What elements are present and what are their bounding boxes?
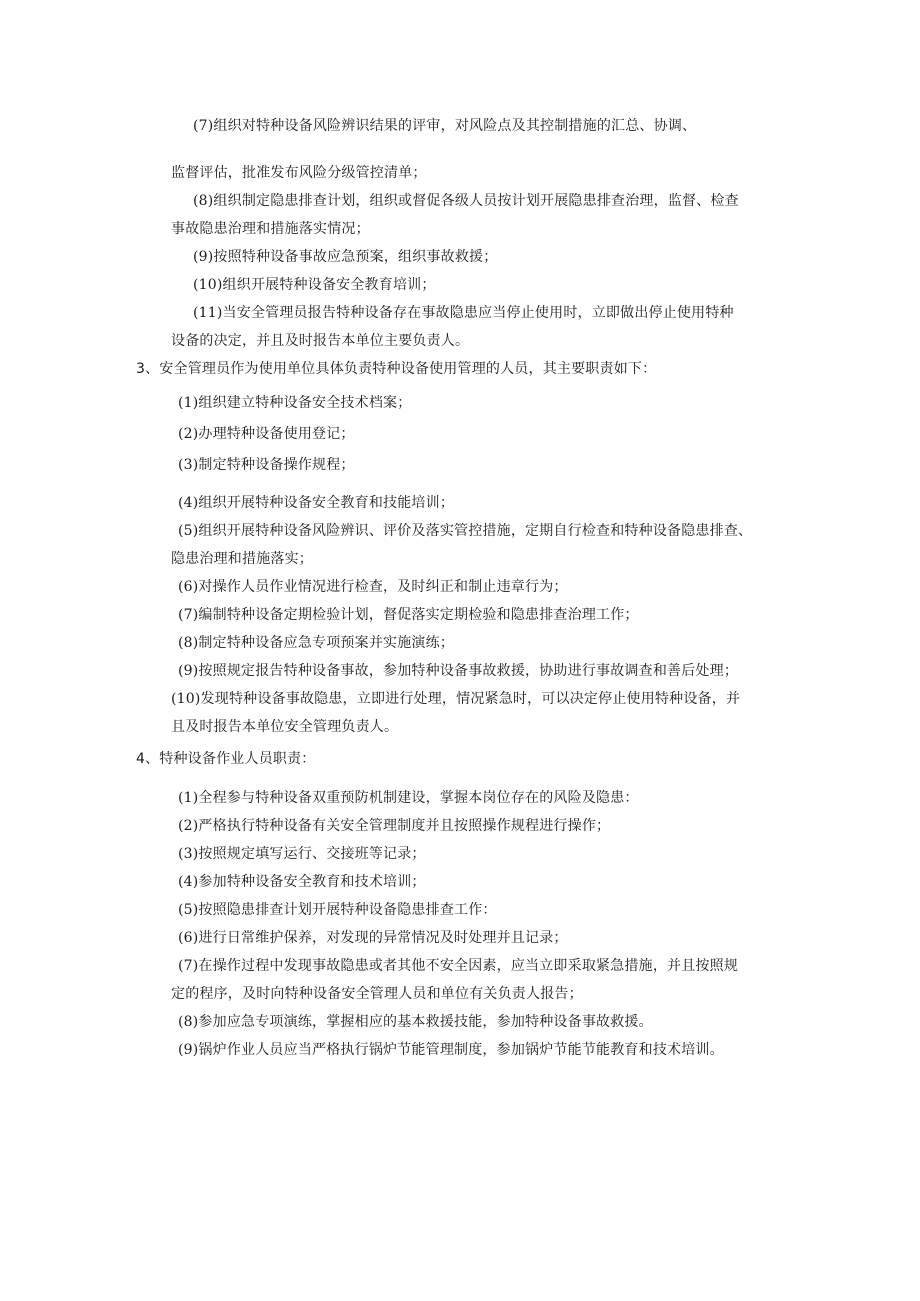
s4-item-2: (2)严格执行特种设备有关安全管理制度并且按照操作规程进行操作；: [178, 818, 611, 834]
s3-item-8: (8)制定特种设备应急专项预案并实施演练；: [178, 635, 455, 651]
s3-item-7: (7)编制特种设备定期检验计划，督促落实定期检验和隐患排查治理工作；: [178, 607, 639, 623]
s4-item-7-line-2: 定的程序，及时向特种设备安全管理人员和单位有关负责人报告；: [171, 986, 583, 1002]
s4-item-7-line-1: (7)在操作过程中发现事故隐患或者其他不安全因素，应当立即采取紧急措施，并且按照规: [178, 958, 739, 974]
s3-item-2: (2)办理特种设备使用登记；: [178, 426, 355, 442]
item-9: (9)按照特种设备事故应急预案，组织事故救援；: [193, 249, 498, 265]
s4-item-9: (9)锅炉作业人员应当严格执行锅炉节能管理制度，参加锅炉节能节能教育和技术培训。: [178, 1042, 724, 1058]
s4-item-5: (5)按照隐患排查计划开展特种设备隐患排查工作：: [178, 902, 497, 918]
item-7-line-2: 监督评估，批准发布风险分级管控清单；: [171, 165, 427, 181]
s3-item-1: (1)组织建立特种设备安全技术档案；: [178, 395, 412, 411]
s4-item-4: (4)参加特种设备安全教育和技术培训；: [178, 874, 426, 890]
s3-item-5-line-2: 隐患治理和措施落实；: [171, 551, 313, 567]
s3-item-9: (9)按照规定报告特种设备事故，参加特种设备事故救援，协助进行事故调查和善后处理；: [178, 663, 739, 679]
item-8-line-1: (8)组织制定隐患排查计划，组织或督促各级人员按计划开展隐患排查治理，监督、检查: [193, 193, 739, 209]
item-7-line-1: (7)组织对特种设备风险辨识结果的评审，对风险点及其控制措施的汇总、协调、: [193, 118, 697, 134]
s3-item-10-line-1: (10)发现特种设备事故隐患，立即进行处理，情况紧急时，可以决定停止使用特种设备，并: [171, 691, 741, 707]
s4-item-8: (8)参加应急专项演练，掌握相应的基本救援技能，参加特种设备事故救援。: [178, 1014, 653, 1030]
s3-item-5-line-1: (5)组织开展特种设备风险辨识、评价及落实管控措施，定期自行检查和特种设备隐患排查、: [178, 523, 753, 539]
item-11-line-2: 设备的决定，并且及时报告本单位主要负责人。: [171, 333, 470, 349]
s3-item-3: (3)制定特种设备操作规程；: [178, 457, 355, 473]
section-3-heading: 3、安全管理员作为使用单位具体负责特种设备使用管理的人员，其主要职责如下：: [136, 361, 657, 377]
s3-item-6: (6)对操作人员作业情况进行检查，及时纠正和制止违章行为；: [178, 579, 568, 595]
s4-item-3: (3)按照规定填写运行、交接班等记录；: [178, 846, 426, 862]
s3-item-10-line-2: 且及时报告本单位安全管理负责人。: [171, 719, 399, 735]
item-10: (10)组织开展特种设备安全教育培训；: [193, 277, 436, 293]
s4-item-6: (6)进行日常维护保养，对发现的异常情况及时处理并且记录；: [178, 930, 568, 946]
section-4-heading: 4、特种设备作业人员职责：: [136, 751, 316, 767]
s4-item-1: (1)全程参与特种设备双重预防机制建设，掌握本岗位存在的风险及隐患：: [178, 790, 639, 806]
item-11-line-1: (11)当安全管理员报告特种设备存在事故隐患应当停止使用时，立即做出停止使用特种: [193, 305, 734, 321]
item-8-line-2: 事故隐患治理和措施落实情况；: [171, 221, 370, 237]
s3-item-4: (4)组织开展特种设备安全教育和技能培训；: [178, 495, 455, 511]
